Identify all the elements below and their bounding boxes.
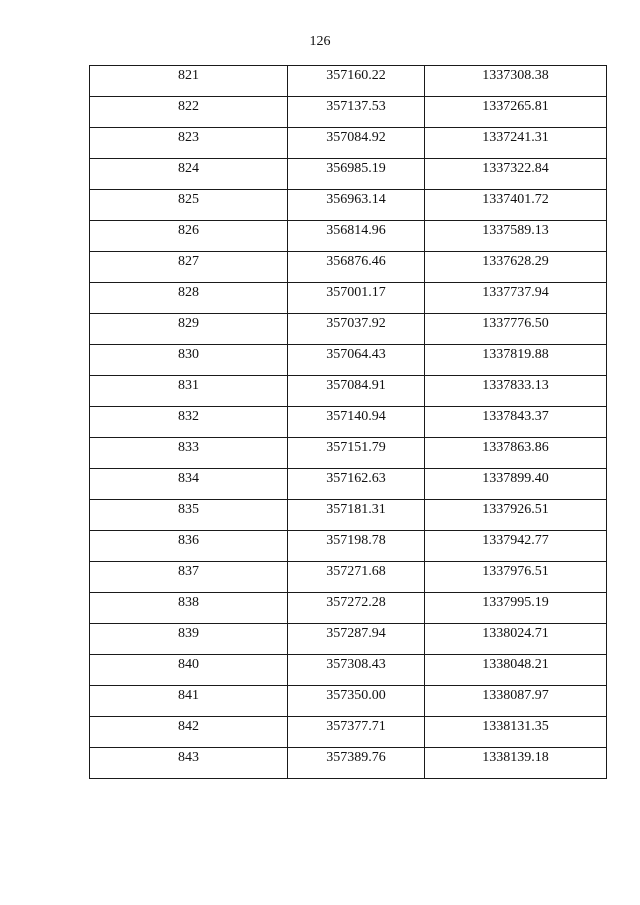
x-coordinate-cell: 357377.71 bbox=[288, 717, 425, 748]
point-number-cell: 831 bbox=[90, 376, 288, 407]
y-coordinate-cell: 1337776.50 bbox=[425, 314, 607, 345]
y-coordinate-cell: 1337819.88 bbox=[425, 345, 607, 376]
table-row bbox=[90, 128, 607, 159]
point-number-cell: 822 bbox=[90, 97, 288, 128]
point-number-cell: 828 bbox=[90, 283, 288, 314]
x-coordinate-cell: 356963.14 bbox=[288, 190, 425, 221]
y-coordinate-cell: 1337843.37 bbox=[425, 407, 607, 438]
point-number-cell: 832 bbox=[90, 407, 288, 438]
x-coordinate-cell: 357064.43 bbox=[288, 345, 425, 376]
table-row bbox=[90, 469, 607, 500]
table-row bbox=[90, 686, 607, 717]
table-row bbox=[90, 376, 607, 407]
x-coordinate-cell: 357308.43 bbox=[288, 655, 425, 686]
point-number-cell: 839 bbox=[90, 624, 288, 655]
x-coordinate-cell: 357389.76 bbox=[288, 748, 425, 779]
x-coordinate-cell: 357287.94 bbox=[288, 624, 425, 655]
y-coordinate-cell: 1338048.21 bbox=[425, 655, 607, 686]
table-row bbox=[90, 748, 607, 779]
y-coordinate-cell: 1337589.13 bbox=[425, 221, 607, 252]
y-coordinate-cell: 1337308.38 bbox=[425, 66, 607, 97]
point-number-cell: 827 bbox=[90, 252, 288, 283]
x-coordinate-cell: 357181.31 bbox=[288, 500, 425, 531]
x-coordinate-cell: 357084.92 bbox=[288, 128, 425, 159]
point-number-cell: 838 bbox=[90, 593, 288, 624]
table-row bbox=[90, 593, 607, 624]
table-row bbox=[90, 562, 607, 593]
y-coordinate-cell: 1337926.51 bbox=[425, 500, 607, 531]
y-coordinate-cell: 1337833.13 bbox=[425, 376, 607, 407]
table-row bbox=[90, 345, 607, 376]
y-coordinate-cell: 1337401.72 bbox=[425, 190, 607, 221]
point-number-cell: 842 bbox=[90, 717, 288, 748]
point-number-cell: 826 bbox=[90, 221, 288, 252]
table-row bbox=[90, 252, 607, 283]
table-row bbox=[90, 97, 607, 128]
y-coordinate-cell: 1337241.31 bbox=[425, 128, 607, 159]
table-row bbox=[90, 159, 607, 190]
point-number-cell: 823 bbox=[90, 128, 288, 159]
x-coordinate-cell: 357271.68 bbox=[288, 562, 425, 593]
table-row bbox=[90, 221, 607, 252]
point-number-cell: 824 bbox=[90, 159, 288, 190]
point-number-cell: 825 bbox=[90, 190, 288, 221]
y-coordinate-cell: 1338131.35 bbox=[425, 717, 607, 748]
x-coordinate-cell: 356876.46 bbox=[288, 252, 425, 283]
table-row bbox=[90, 314, 607, 345]
x-coordinate-cell: 357084.91 bbox=[288, 376, 425, 407]
table-row bbox=[90, 717, 607, 748]
x-coordinate-cell: 357162.63 bbox=[288, 469, 425, 500]
table-row bbox=[90, 283, 607, 314]
x-coordinate-cell: 357160.22 bbox=[288, 66, 425, 97]
table-row bbox=[90, 531, 607, 562]
point-number-cell: 829 bbox=[90, 314, 288, 345]
point-number-cell: 843 bbox=[90, 748, 288, 779]
y-coordinate-cell: 1338087.97 bbox=[425, 686, 607, 717]
point-number-cell: 830 bbox=[90, 345, 288, 376]
y-coordinate-cell: 1337265.81 bbox=[425, 97, 607, 128]
x-coordinate-cell: 357037.92 bbox=[288, 314, 425, 345]
table-body bbox=[90, 66, 607, 779]
x-coordinate-cell: 357140.94 bbox=[288, 407, 425, 438]
x-coordinate-cell: 357151.79 bbox=[288, 438, 425, 469]
y-coordinate-cell: 1337976.51 bbox=[425, 562, 607, 593]
x-coordinate-cell: 357137.53 bbox=[288, 97, 425, 128]
x-coordinate-cell: 356814.96 bbox=[288, 221, 425, 252]
point-number-cell: 834 bbox=[90, 469, 288, 500]
y-coordinate-cell: 1337322.84 bbox=[425, 159, 607, 190]
y-coordinate-cell: 1337737.94 bbox=[425, 283, 607, 314]
point-number-cell: 841 bbox=[90, 686, 288, 717]
point-number-cell: 835 bbox=[90, 500, 288, 531]
table-row bbox=[90, 438, 607, 469]
table-row bbox=[90, 624, 607, 655]
table-row bbox=[90, 190, 607, 221]
y-coordinate-cell: 1337942.77 bbox=[425, 531, 607, 562]
y-coordinate-cell: 1337628.29 bbox=[425, 252, 607, 283]
x-coordinate-cell: 357001.17 bbox=[288, 283, 425, 314]
x-coordinate-cell: 356985.19 bbox=[288, 159, 425, 190]
table-row bbox=[90, 407, 607, 438]
point-number-cell: 833 bbox=[90, 438, 288, 469]
y-coordinate-cell: 1337863.86 bbox=[425, 438, 607, 469]
table-row bbox=[90, 655, 607, 686]
y-coordinate-cell: 1338024.71 bbox=[425, 624, 607, 655]
y-coordinate-cell: 1337995.19 bbox=[425, 593, 607, 624]
x-coordinate-cell: 357272.28 bbox=[288, 593, 425, 624]
y-coordinate-cell: 1337899.40 bbox=[425, 469, 607, 500]
page-number: 126 bbox=[309, 34, 331, 49]
y-coordinate-cell: 1338139.18 bbox=[425, 748, 607, 779]
table-row bbox=[90, 500, 607, 531]
coordinates-table bbox=[89, 65, 607, 779]
table-row bbox=[90, 66, 607, 97]
point-number-cell: 836 bbox=[90, 531, 288, 562]
point-number-cell: 837 bbox=[90, 562, 288, 593]
x-coordinate-cell: 357198.78 bbox=[288, 531, 425, 562]
x-coordinate-cell: 357350.00 bbox=[288, 686, 425, 717]
point-number-cell: 821 bbox=[90, 66, 288, 97]
point-number-cell: 840 bbox=[90, 655, 288, 686]
